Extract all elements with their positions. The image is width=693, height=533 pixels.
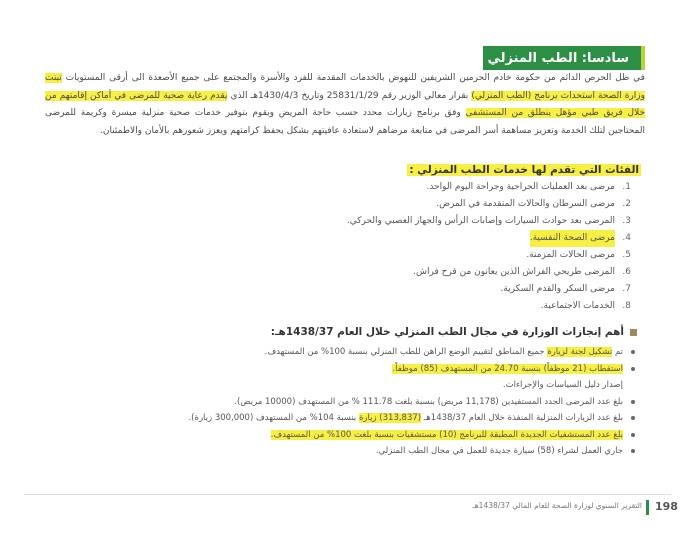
list-item: 5. مرضى الحالات المزمنة. xyxy=(526,250,631,260)
achievements-heading: أهم إنجازات الوزارة في مجال الطب المنزلي خلال العام 1438/37هـ: xyxy=(271,326,637,338)
intro-highlight-1: تبنت وزارة الصحة استحداث برنامج (الطب المنزلي) xyxy=(45,73,646,101)
bullet-icon xyxy=(631,350,635,354)
bullet-icon xyxy=(631,433,635,437)
list-item: جاري العمل لشراء (58) سيارة جديدة للعمل في مجال الطب المنزلي. xyxy=(188,443,635,460)
list-item: 1. مرضى بعد العمليات الجراحية وجراحة اليوم الواحد. xyxy=(426,182,631,192)
intro-highlight-2: يقدم رعاية صحية للمرضى في أماكن إقامتهم من خلال فريق طبي مؤهل ينطلق من المستشفى xyxy=(45,90,646,118)
bullet-icon xyxy=(631,367,635,371)
page-number: 198 xyxy=(655,500,678,513)
intro-text-3: وفق برنامج زيارات محدد حسب حاجة المريض ويقوم بتوفير خدمات صحية منزلية ميسرة وكريمة للمرضى المحتاجين لتلك الخدمة وتعزيز مساهمة أسر المرضى في متابعة مرضاهم لاستعادة عافيتهم بشكل يحفظ كرامتهم ويعزز شعورهم بالأمان والاطمئنان. xyxy=(45,108,645,136)
square-bullet-icon xyxy=(630,329,637,336)
achievements-list xyxy=(188,344,635,460)
footer-divider xyxy=(24,494,671,495)
intro-text-1: في ظل الحرص الدائم من حكومة خادم الحرمين الشريفين للنهوض بالخدمات المقدمة للفرد والأسرة والمجتمع على جميع الأصعدة الى أرقى المستويات xyxy=(61,73,645,83)
list-item: 4. مرضى الصحة النفسية. xyxy=(347,230,631,247)
intro-text-2: بقرار معالي الوزير رقم 25831/1/29 وتاريخ 1430/4/3هـ الذي xyxy=(227,90,472,101)
list-item: 6. المرضى طريحي الفراش الذين يعانون من قرح فراش. xyxy=(413,267,631,277)
section-title: سادسا: الطب المنزلي xyxy=(483,46,645,70)
list-item: تم تشكيل لجنة لزيارة جميع المناطق لتقييم الوضع الراهن للطب المنزلي بنسبة 100% من المستهدف. xyxy=(188,344,635,361)
list-item: استقطاب (21 موظفاً) بنسبة 24.70 من المستهدف (85) موظفاً. xyxy=(188,361,635,378)
footer-accent-bar xyxy=(646,500,649,515)
bullet-icon xyxy=(631,416,635,420)
list-item: بلغ عدد المستشفيات الجديدة المطبقة للبرنامج (10) مستشفيات بنسبة بلغت 100% من المستهدف. xyxy=(188,427,635,444)
intro-paragraph xyxy=(45,70,645,140)
list-item: بلغ عدد المرضى الجدد المستفيدين (11,178 مريض) بنسبة بلغت 111.78 % من المستهدف (10000 مريض). xyxy=(188,394,635,411)
categories-heading: الفئات التي تقدم لها خدمات الطب المنزلي : xyxy=(409,164,639,176)
categories-list xyxy=(347,179,631,315)
footer-text: التقرير السنوي لوزارة الصحة للعام المالي 1438/37هـ xyxy=(472,501,642,510)
list-item: 7. مرضى السكر والقدم السكرية. xyxy=(500,284,631,294)
list-item: بلغ عدد الزيارات المنزلية المنفذة خلال العام 1438/37هـ (313,837) زيارة بنسبة 104% من المستهدف (300,000 زيارة). xyxy=(188,410,635,427)
list-item: 2. مرضى السرطان والحالات المتقدمة في المرض. xyxy=(436,199,631,209)
list-item: 3. المرضى بعد حوادث السيارات وإصابات الرأس والجهاز العصبي والحركي. xyxy=(346,216,631,226)
list-item: إصدار دليل السياسات والإجراءات. xyxy=(502,380,623,390)
bullet-icon xyxy=(631,449,635,453)
list-item: 8. الخدمات الاجتماعية. xyxy=(540,301,631,311)
bullet-icon xyxy=(631,400,635,404)
